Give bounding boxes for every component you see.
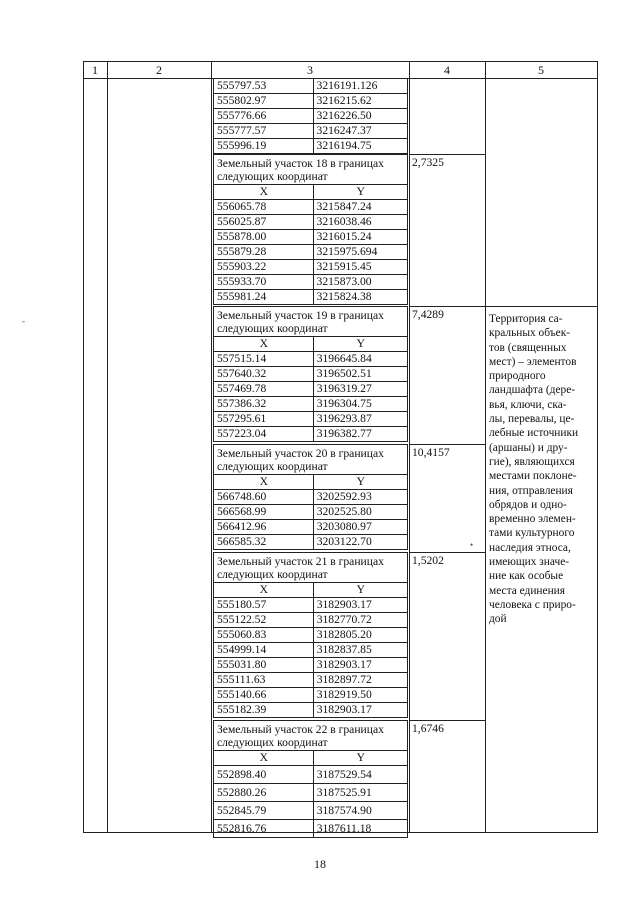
coords-table-plot-18: [213, 154, 408, 305]
table-row: 566412.96 3203080.97: [214, 520, 408, 535]
plot-caption: Земельный участок 18 в границах следующих координат: [214, 155, 408, 185]
header-col-4: 4: [444, 63, 450, 77]
col-divider-1: [107, 61, 108, 833]
area-sep-21: [409, 552, 485, 553]
x-header: X: [214, 185, 314, 200]
table-right-border: [597, 61, 598, 833]
x-header: X: [214, 337, 314, 352]
table-row: 554999.14 3182837.85: [214, 643, 408, 658]
area-sep-22: [409, 720, 485, 721]
table-row: 555996.19 3216194.75: [214, 139, 408, 154]
y-header: Y: [313, 475, 407, 490]
y-header: Y: [313, 337, 407, 352]
table-row: 566568.99 3202525.80: [214, 505, 408, 520]
table-row: 555981.24 3215824.38: [214, 290, 408, 305]
table-row: 555776.66 3216226.50: [214, 109, 408, 124]
plot-caption: Земельный участок 19 в границах следующих координат: [214, 307, 408, 337]
coords-table-plot-20: [213, 444, 408, 550]
table-row: 555180.57 3182903.17: [214, 598, 408, 613]
table-row: 557515.14 3196645.84: [214, 352, 408, 367]
table-row: 557469.78 3196319.27: [214, 382, 408, 397]
table-row: 555111.63 3182897.72: [214, 673, 408, 688]
table-row: 555879.28 3215975.694: [214, 245, 408, 260]
plot-caption: Земельный участок 20 в границах следующих координат: [214, 445, 408, 475]
area-sep-20: [409, 444, 485, 445]
scan-dot: •: [470, 540, 474, 550]
territory-description: Территория са- кральных объек- тов (священных мест) – элементов природного ландшафта (дере- вья, ключи, ска- лы, перевалы, це- лебные источники (аршаны) и дру- гие), являющихся местами поклоне- ния, отправления обрядов и одно- временно элемен- тами культурного наследия этноса, имеющих значе- ние как особые места единения человека с приро- дой: [489, 313, 579, 626]
area-plot-18: 2,7325: [412, 156, 444, 169]
x-header: X: [214, 751, 314, 766]
y-header: Y: [313, 583, 407, 598]
coords-table-plot-19: [213, 306, 408, 442]
page-number: 18: [314, 857, 326, 871]
table-row: 555140.66 3182919.50: [214, 688, 408, 703]
header-col-2: 2: [156, 63, 162, 77]
table-row: 555797.53 3216191.126: [214, 79, 408, 94]
table-row: 555122.52 3182770.72: [214, 613, 408, 628]
table-row: 556065.78 3215847.24: [214, 200, 408, 215]
table-row: 557386.32 3196304.75: [214, 397, 408, 412]
x-header: X: [214, 583, 314, 598]
col-divider-4: [485, 61, 486, 833]
table-row: 555802.97 3216215.62: [214, 94, 408, 109]
coords-table-continued: [213, 78, 408, 154]
scan-tick: -: [22, 316, 25, 326]
header-col-3: 3: [307, 63, 313, 77]
table-row: 552880.26 3187525.91: [214, 784, 408, 802]
y-header: Y: [313, 185, 407, 200]
table-row: 557640.32 3196502.51: [214, 367, 408, 382]
area-plot-21: 1,5202: [412, 554, 444, 567]
table-row: 555777.57 3216247.37: [214, 124, 408, 139]
coords-table-plot-22: [213, 720, 408, 838]
area-plot-22: 1,6746: [412, 722, 444, 735]
table-row: 555182.39 3182903.17: [214, 703, 408, 718]
x-header: X: [214, 475, 314, 490]
area-sep-18: [409, 154, 485, 155]
plot-caption: Земельный участок 22 в границах следующих координат: [214, 721, 408, 751]
table-row: 566585.32 3203122.70: [214, 535, 408, 550]
table-row: 555933.70 3215873.00: [214, 275, 408, 290]
area-sep-19: [409, 306, 597, 307]
table-row: 552845.79 3187574.90: [214, 802, 408, 820]
table-row: 556025.87 3216038.46: [214, 215, 408, 230]
area-plot-19: 7,4289: [412, 308, 444, 321]
y-header: Y: [313, 751, 407, 766]
table-row: 552898.40 3187529.54: [214, 766, 408, 784]
coords-table-plot-21: [213, 552, 408, 718]
table-row: 557295.61 3196293.87: [214, 412, 408, 427]
table-row: 555903.22 3215915.45: [214, 260, 408, 275]
area-plot-20: 10,4157: [412, 446, 450, 459]
table-row: 566748.60 3202592.93: [214, 490, 408, 505]
table-row: 555031.80 3182903.17: [214, 658, 408, 673]
col-divider-3: [409, 61, 410, 833]
table-row: 552816.76 3187611.18: [214, 820, 408, 838]
col-divider-2: [211, 61, 212, 833]
table-row: 557223.04 3196382.77: [214, 427, 408, 442]
header-col-5: 5: [538, 63, 544, 77]
table-left-border: [83, 61, 84, 833]
plot-caption: Земельный участок 21 в границах следующих координат: [214, 553, 408, 583]
header-col-1: 1: [92, 63, 98, 77]
table-row: 555878.00 3216015.24: [214, 230, 408, 245]
table-row: 555060.83 3182805.20: [214, 628, 408, 643]
